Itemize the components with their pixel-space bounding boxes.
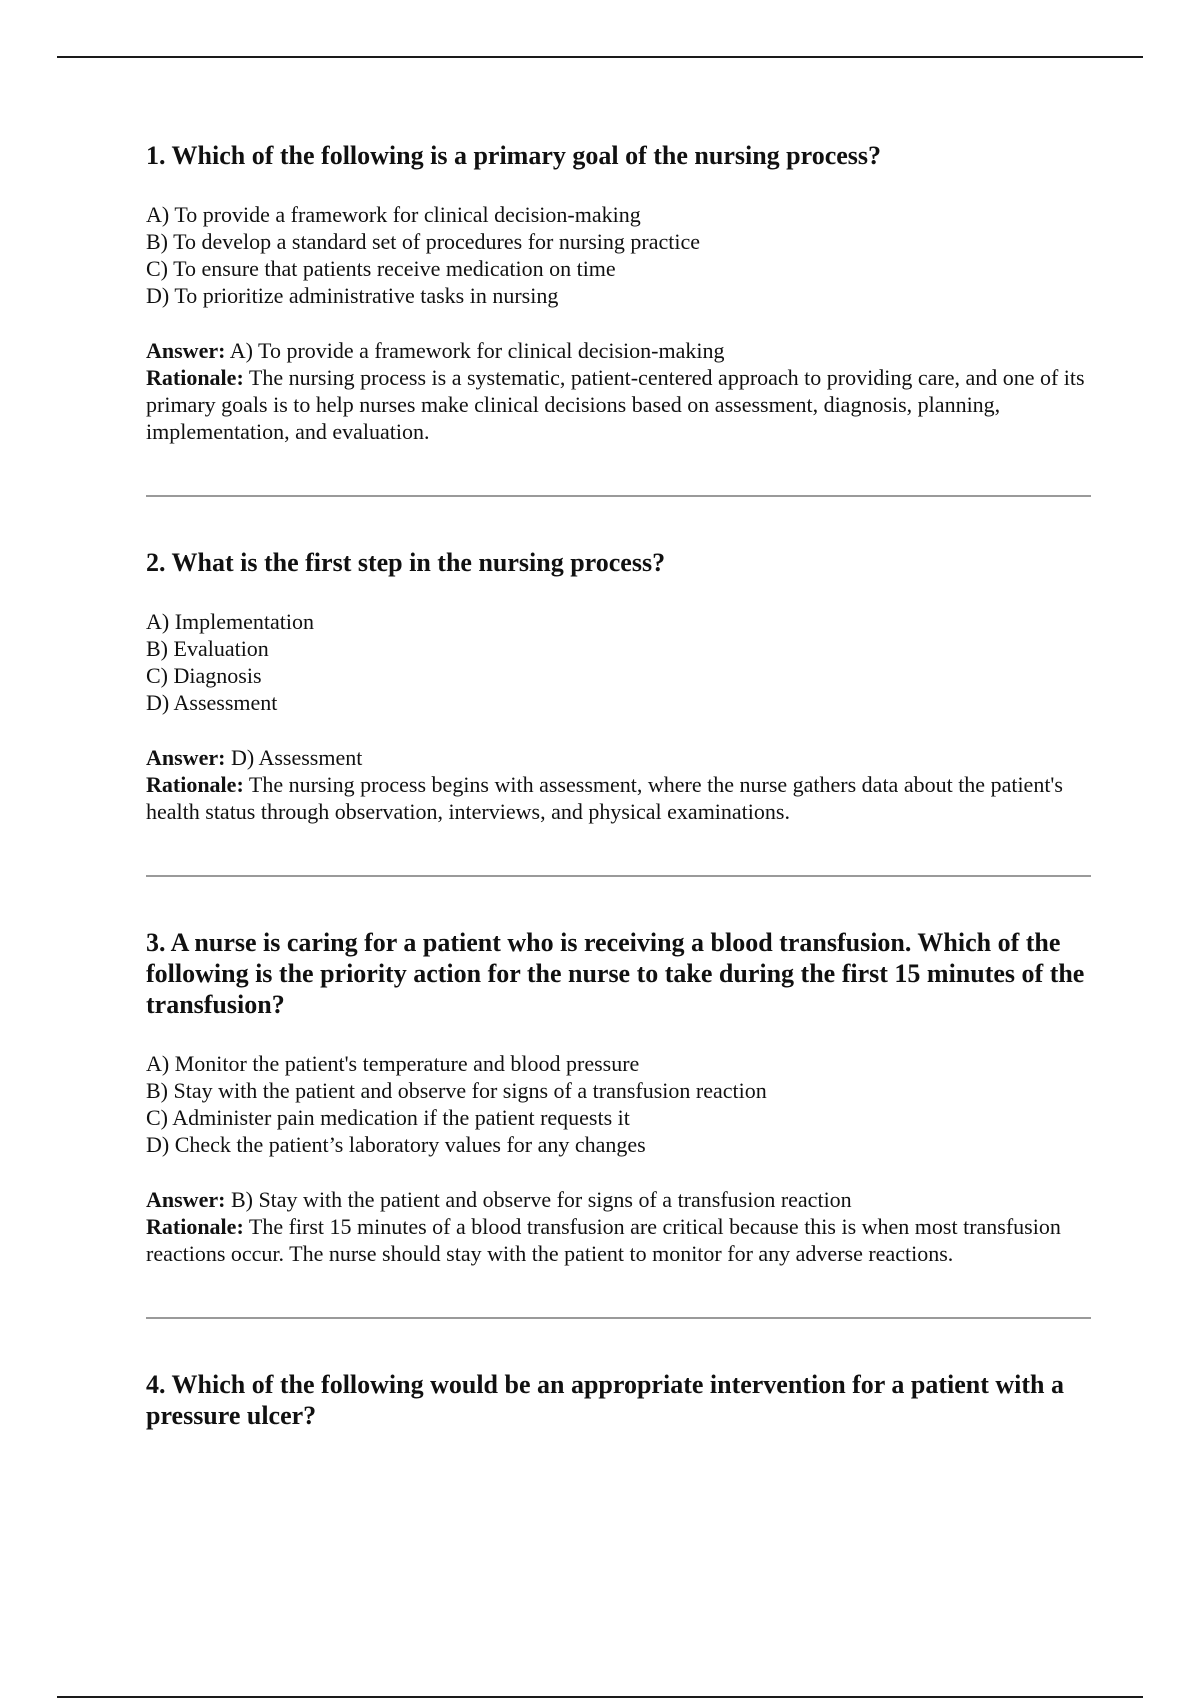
answer-text: D) Assessment [230, 745, 363, 770]
rationale-text: The nursing process begins with assessment, where the nurse gathers data about the patient's health status through observation, interviews, and physical examinations. [146, 772, 1063, 824]
question-divider [146, 875, 1091, 877]
question-divider [146, 1317, 1091, 1319]
rationale-label: Rationale: [146, 1214, 244, 1239]
rationale-line [146, 364, 1091, 445]
question-4 [146, 1369, 1091, 1431]
answer-text: A) To provide a framework for clinical decision-making [229, 338, 725, 363]
rationale-label: Rationale: [146, 365, 244, 390]
rationale-line [146, 1213, 1091, 1267]
answer-text: B) Stay with the patient and observe for signs of a transfusion reaction [230, 1187, 852, 1212]
question-3 [146, 927, 1091, 1267]
answer-block [146, 744, 1091, 825]
answer-line [146, 744, 1091, 771]
question-title: 3. A nurse is caring for a patient who is receiving a blood transfusion. Which of the following is the priority action for the nurse to take during the first 15 minutes of the transfusion? [146, 928, 1085, 1019]
rationale-text: The nursing process is a systematic, patient-centered approach to providing care, and one of its primary goals is to help nurses make clinical decisions based on assessment, diagnosis, planning, implementation, and evaluation. [146, 365, 1085, 444]
option-d: D) Check the patient’s laboratory values for any changes [146, 1132, 646, 1157]
answer-options [146, 608, 1091, 716]
option-b: B) To develop a standard set of procedures for nursing practice [146, 229, 700, 254]
option-a: A) Implementation [146, 609, 315, 634]
question-1 [146, 140, 1091, 445]
question-title: 4. Which of the following would be an appropriate intervention for a patient with a pressure ulcer? [146, 1370, 1064, 1430]
answer-line [146, 1186, 1091, 1213]
option-a: A) Monitor the patient's temperature and blood pressure [146, 1051, 640, 1076]
answer-block [146, 1186, 1091, 1267]
option-c: C) Diagnosis [146, 663, 262, 688]
question-divider [146, 495, 1091, 497]
answer-line [146, 337, 1091, 364]
option-b: B) Stay with the patient and observe for signs of a transfusion reaction [146, 1078, 767, 1103]
answer-label: Answer: [146, 1187, 226, 1212]
option-a: A) To provide a framework for clinical decision-making [146, 202, 641, 227]
option-b: B) Evaluation [146, 636, 269, 661]
option-c: C) Administer pain medication if the patient requests it [146, 1105, 630, 1130]
question-title: 2. What is the first step in the nursing process? [146, 548, 666, 577]
page-top-rule [57, 56, 1143, 58]
option-d: D) To prioritize administrative tasks in nursing [146, 283, 559, 308]
question-title: 1. Which of the following is a primary goal of the nursing process? [146, 141, 882, 170]
question-2 [146, 547, 1091, 825]
rationale-label: Rationale: [146, 772, 244, 797]
answer-label: Answer: [146, 745, 226, 770]
answer-block [146, 337, 1091, 445]
option-c: C) To ensure that patients receive medication on time [146, 256, 616, 281]
answer-options [146, 1050, 1091, 1158]
answer-label: Answer: [146, 338, 226, 363]
option-d: D) Assessment [146, 690, 278, 715]
page-bottom-rule [57, 1696, 1143, 1698]
rationale-text: The first 15 minutes of a blood transfusion are critical because this is when most transfusion reactions occur. The nurse should stay with the patient to monitor for any adverse reactions. [146, 1214, 1061, 1266]
answer-options [146, 201, 1091, 309]
rationale-line [146, 771, 1091, 825]
document-body [146, 140, 1091, 1461]
